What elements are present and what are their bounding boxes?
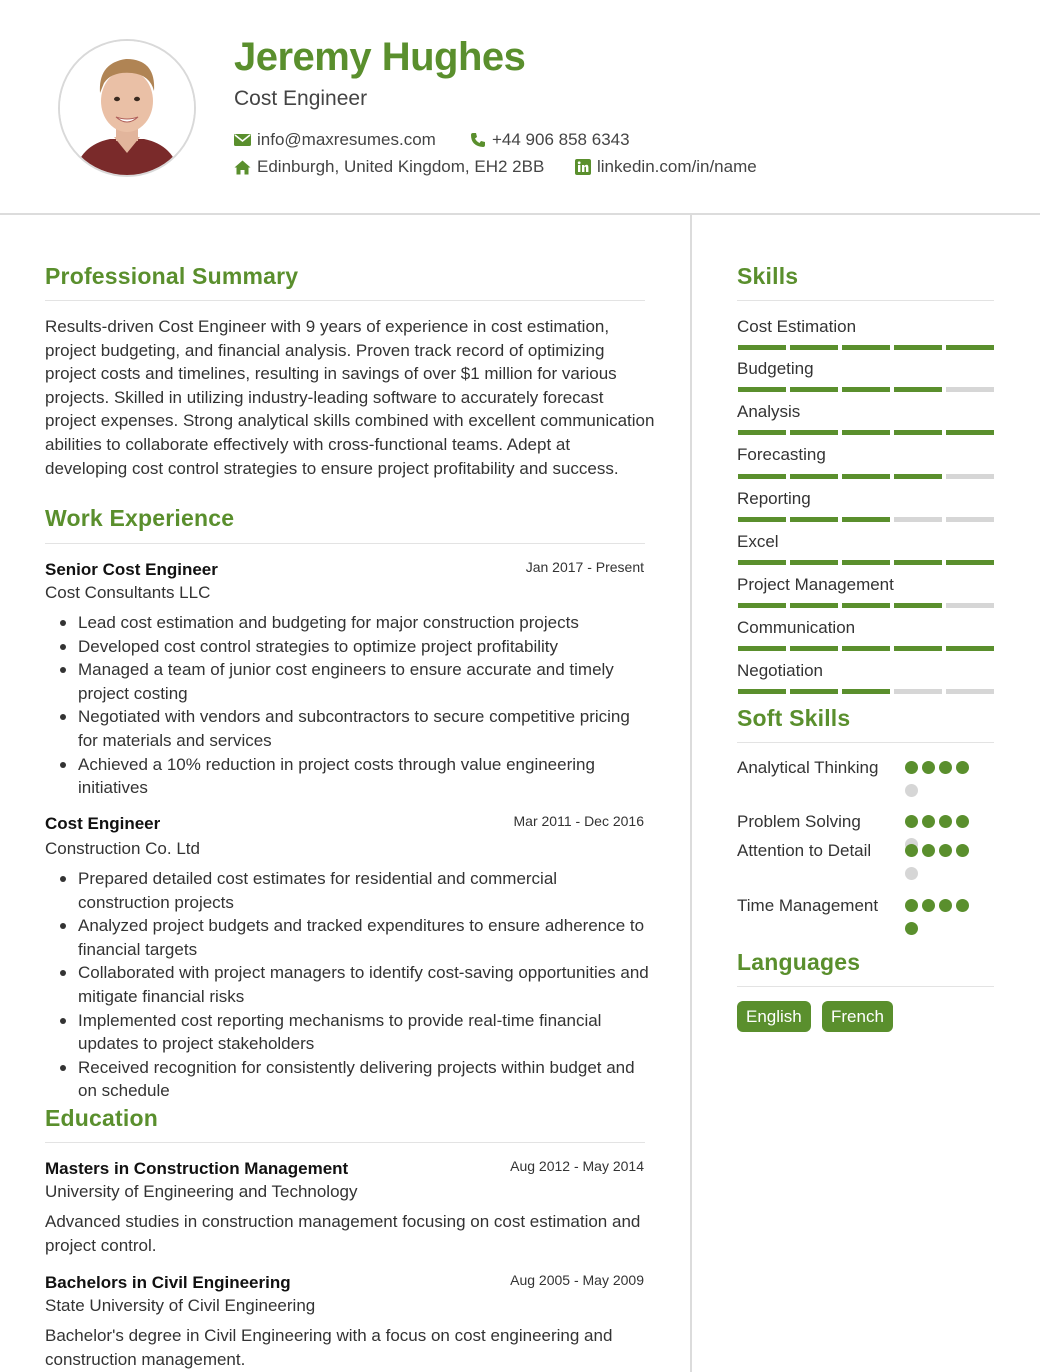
education-date: Aug 2012 - May 2014 [510, 1158, 644, 1174]
education-rule [45, 1142, 645, 1143]
skill-level-bar [738, 517, 994, 522]
rating-dot [956, 844, 969, 857]
home-icon [234, 160, 251, 175]
education-description: Bachelor's degree in Civil Engineering with a focus on cost engineering and construction management. [45, 1326, 613, 1369]
skill-level-segment [738, 387, 786, 392]
linkedin-text: linkedin.com/in/name [597, 157, 757, 176]
education-description: Advanced studies in construction management focusing on cost estimation and project control. [45, 1212, 641, 1255]
linkedin-icon [575, 159, 591, 175]
skill-level-segment [790, 689, 838, 694]
skill-level-segment [894, 603, 942, 608]
list-item: Collaborated with project managers to identify cost-saving opportunities and mitigate financial risks [45, 961, 650, 1008]
rating-dot [905, 867, 918, 880]
column-divider [690, 215, 692, 1372]
education-date: Aug 2005 - May 2009 [510, 1272, 644, 1288]
envelope-icon [234, 133, 251, 147]
skill-label: Cost Estimation [737, 317, 857, 336]
skill-level-segment [894, 474, 942, 479]
skill-level-segment [946, 387, 994, 392]
skill-level-segment [894, 646, 942, 651]
skill-level-segment [842, 517, 890, 522]
soft-skill-rating [905, 844, 977, 880]
skill-level-bar [738, 474, 994, 479]
job-date: Jan 2017 - Present [525, 559, 644, 575]
list-item: Managed a team of junior cost engineers to ensure accurate and timely project costing [45, 658, 650, 705]
job-company: Construction Co. Ltd [45, 839, 200, 858]
list-item: Negotiated with vendors and subcontractors to secure competitive pricing for materials and services [45, 705, 650, 752]
skill-level-segment [790, 474, 838, 479]
school-name: University of Engineering and Technology [45, 1182, 358, 1201]
contact-location [234, 156, 544, 178]
list-item: Analyzed project budgets and tracked expenditures to ensure adherence to financial targets [45, 914, 650, 961]
languages-rule [737, 986, 994, 987]
skill-level-segment [946, 560, 994, 565]
rating-dot [905, 844, 918, 857]
job-bullets [45, 867, 650, 1103]
skill-level-segment [894, 517, 942, 522]
resume-header [0, 0, 1040, 215]
skill-level-segment [738, 430, 786, 435]
skill-level-segment [946, 430, 994, 435]
experience-heading: Work Experience [45, 505, 235, 531]
skill-level-segment [894, 387, 942, 392]
skill-level-segment [946, 517, 994, 522]
skill-level-segment [790, 345, 838, 350]
rating-dot [939, 899, 952, 912]
skill-label: Communication [737, 618, 856, 637]
skill-level-bar [738, 430, 994, 435]
soft-skill-label: Attention to Detail [737, 841, 872, 860]
contact-email[interactable] [234, 129, 436, 151]
skill-level-segment [738, 345, 786, 350]
skill-level-segment [842, 345, 890, 350]
avatar-photo [60, 41, 194, 175]
rating-dot [922, 761, 935, 774]
skill-level-segment [790, 430, 838, 435]
rating-dot [956, 815, 969, 828]
list-item: Prepared detailed cost estimates for residential and commercial construction projects [45, 867, 650, 914]
skill-level-segment [842, 430, 890, 435]
skill-level-segment [738, 646, 786, 651]
rating-dot [905, 815, 918, 828]
skill-level-segment [946, 474, 994, 479]
email-text: info@maxresumes.com [257, 130, 436, 149]
skill-label: Reporting [737, 489, 811, 508]
degree-title: Bachelors in Civil Engineering [45, 1273, 291, 1292]
skill-level-segment [842, 560, 890, 565]
languages-heading: Languages [737, 949, 861, 975]
job-title-headline: Cost Engineer [234, 87, 368, 110]
skill-level-segment [842, 474, 890, 479]
skill-level-bar [738, 345, 994, 350]
skill-level-segment [894, 560, 942, 565]
skill-level-segment [842, 646, 890, 651]
skill-level-segment [842, 387, 890, 392]
soft-skill-label: Analytical Thinking [737, 758, 879, 777]
skill-level-bar [738, 646, 994, 651]
soft-skills-rule [737, 742, 994, 743]
skill-level-bar [738, 603, 994, 608]
job-bullets [45, 611, 650, 800]
rating-dot [905, 761, 918, 774]
location-text: Edinburgh, United Kingdom, EH2 2BB [257, 157, 545, 176]
skill-level-segment [894, 430, 942, 435]
rating-dot [905, 784, 918, 797]
rating-dot [939, 761, 952, 774]
skill-level-segment [790, 560, 838, 565]
skill-level-segment [790, 387, 838, 392]
skill-level-segment [738, 603, 786, 608]
candidate-name: Jeremy Hughes [234, 35, 526, 79]
rating-dot [905, 922, 918, 935]
skill-level-bar [738, 387, 994, 392]
summary-heading: Professional Summary [45, 263, 299, 289]
school-name: State University of Civil Engineering [45, 1296, 316, 1315]
skill-level-segment [738, 517, 786, 522]
soft-skill-rating [905, 761, 977, 797]
list-item: Developed cost control strategies to optimize project profitability [45, 635, 650, 659]
skill-level-segment [790, 603, 838, 608]
skill-level-segment [946, 345, 994, 350]
phone-icon [470, 132, 486, 148]
skill-level-segment [894, 345, 942, 350]
skill-level-segment [790, 517, 838, 522]
skill-level-segment [790, 646, 838, 651]
contact-linkedin[interactable] [575, 156, 757, 178]
skill-level-segment [738, 474, 786, 479]
skill-level-bar [738, 689, 994, 694]
list-item: Implemented cost reporting mechanisms to provide real-time financial updates to project stakeholders [45, 1009, 650, 1056]
skill-level-segment [842, 689, 890, 694]
rating-dot [939, 815, 952, 828]
summary-text: Results-driven Cost Engineer with 9 years of experience in cost estimation, project budgeting, and financial analysis. Proven track record of optimizing project costs and timelines, resulting in savings of over $1 million for various projects. Skilled in utilizing industry-leading software to accurately forecast project expenses. Strong analytical skills combined with excellent communication abilities to collaborate effectively with cross-functional teams. Adept at developing cost control strategies to ensure project profitability and success. [45, 317, 655, 478]
avatar [58, 39, 196, 177]
job-title: Cost Engineer [45, 814, 161, 833]
skills-heading: Skills [737, 263, 799, 289]
job-company: Cost Consultants LLC [45, 583, 211, 602]
rating-dot [922, 815, 935, 828]
skill-label: Excel [737, 532, 779, 551]
rating-dot [956, 899, 969, 912]
rating-dot [939, 844, 952, 857]
soft-skill-rating [905, 899, 977, 935]
education-heading: Education [45, 1105, 158, 1131]
skill-level-segment [946, 603, 994, 608]
skills-rule [737, 300, 994, 301]
skill-label: Negotiation [737, 661, 824, 680]
degree-title: Masters in Construction Management [45, 1159, 349, 1178]
skill-label: Budgeting [737, 359, 814, 378]
job-title: Senior Cost Engineer [45, 560, 218, 579]
phone-text: +44 906 858 6343 [492, 130, 630, 149]
rating-dot [922, 844, 935, 857]
skill-level-segment [842, 603, 890, 608]
experience-rule [45, 543, 645, 544]
skill-label: Project Management [737, 575, 894, 594]
skill-label: Analysis [737, 402, 801, 421]
list-item: Achieved a 10% reduction in project costs through value engineering initiatives [45, 753, 650, 800]
skill-level-segment [738, 560, 786, 565]
rating-dot [922, 899, 935, 912]
list-item: Lead cost estimation and budgeting for major construction projects [45, 611, 650, 635]
rating-dot [956, 761, 969, 774]
job-date: Mar 2011 - Dec 2016 [513, 813, 644, 829]
skill-level-segment [946, 646, 994, 651]
soft-skill-label: Problem Solving [737, 812, 861, 831]
skill-level-segment [946, 689, 994, 694]
skill-label: Forecasting [737, 445, 826, 464]
language-badge: French [822, 1001, 893, 1032]
list-item: Received recognition for consistently delivering projects within budget and on schedule [45, 1056, 650, 1103]
skill-level-bar [738, 560, 994, 565]
language-badge: English [737, 1001, 811, 1032]
skill-level-segment [738, 689, 786, 694]
soft-skills-heading: Soft Skills [737, 705, 851, 731]
summary-rule [45, 300, 645, 301]
rating-dot [905, 899, 918, 912]
skill-level-segment [894, 689, 942, 694]
soft-skill-label: Time Management [737, 896, 879, 915]
contact-phone[interactable] [470, 129, 630, 151]
